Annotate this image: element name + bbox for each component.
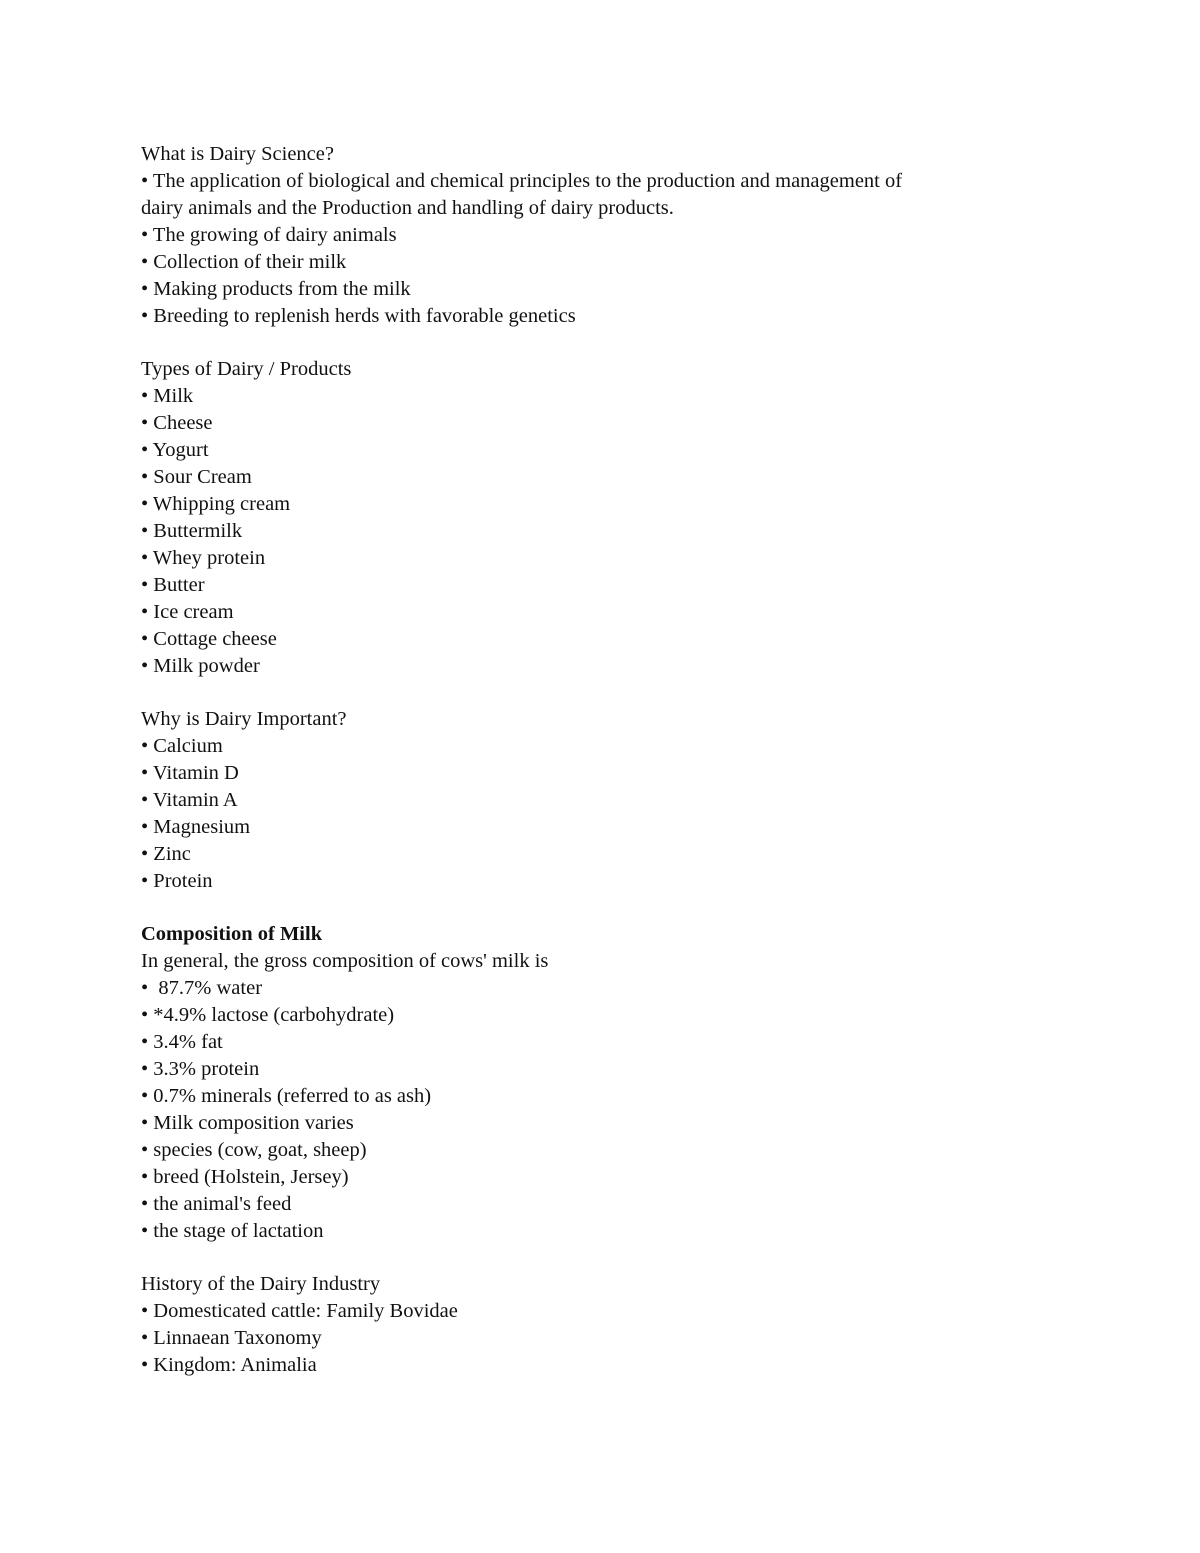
bullet-item: • 0.7% minerals (referred to as ash) bbox=[141, 1085, 432, 1107]
section-history-dairy-industry bbox=[141, 1271, 1061, 1379]
bullet-item: • The growing of dairy animals bbox=[141, 224, 397, 246]
section-composition-of-milk bbox=[141, 921, 1061, 1245]
section-heading-bold: Composition of Milk bbox=[141, 923, 323, 945]
bullet-item: • *4.9% lactose (carbohydrate) bbox=[141, 1004, 395, 1026]
bullet-item: • the stage of lactation bbox=[141, 1220, 324, 1242]
section-types-of-dairy bbox=[141, 356, 1061, 680]
bullet-item: • Milk powder bbox=[141, 655, 260, 677]
bullet-item: • Milk bbox=[141, 385, 194, 407]
document-body bbox=[141, 141, 1061, 1405]
bullet-item: • 3.4% fat bbox=[141, 1031, 223, 1053]
bullet-item: • 3.3% protein bbox=[141, 1058, 260, 1080]
bullet-item: • Vitamin D bbox=[141, 762, 239, 784]
bullet-item: • Cheese bbox=[141, 412, 213, 434]
body-line: dairy animals and the Production and handling of dairy products. bbox=[141, 197, 674, 219]
bullet-item: • Calcium bbox=[141, 735, 223, 757]
bullet-item: • Milk composition varies bbox=[141, 1112, 354, 1134]
bullet-item: • Yogurt bbox=[141, 439, 209, 461]
section-heading: What is Dairy Science? bbox=[141, 143, 334, 165]
section-heading: History of the Dairy Industry bbox=[141, 1273, 381, 1295]
bullet-item: • Breeding to replenish herds with favorable genetics bbox=[141, 305, 576, 327]
bullet-item: • breed (Holstein, Jersey) bbox=[141, 1166, 349, 1188]
bullet-item: • Whey protein bbox=[141, 547, 266, 569]
bullet-item: • Magnesium bbox=[141, 816, 251, 838]
section-what-is-dairy-science bbox=[141, 141, 1061, 330]
bullet-item: • Whipping cream bbox=[141, 493, 291, 515]
section-heading: Why is Dairy Important? bbox=[141, 708, 347, 730]
section-why-dairy-important bbox=[141, 706, 1061, 895]
bullet-item: • Sour Cream bbox=[141, 466, 252, 488]
bullet-item: • Zinc bbox=[141, 843, 191, 865]
bullet-item: • Vitamin A bbox=[141, 789, 238, 811]
bullet-item: • Cottage cheese bbox=[141, 628, 277, 650]
body-line: In general, the gross composition of cows' milk is bbox=[141, 950, 549, 972]
bullet-item: • Linnaean Taxonomy bbox=[141, 1327, 322, 1349]
bullet-item: • 87.7% water bbox=[141, 977, 263, 999]
bullet-item: • Butter bbox=[141, 574, 205, 596]
bullet-item: • Making products from the milk bbox=[141, 278, 411, 300]
body-line: • The application of biological and chemical principles to the production and management of bbox=[141, 170, 903, 192]
bullet-item: • the animal's feed bbox=[141, 1193, 292, 1215]
bullet-item: • Buttermilk bbox=[141, 520, 243, 542]
bullet-item: • species (cow, goat, sheep) bbox=[141, 1139, 367, 1161]
bullet-item: • Kingdom: Animalia bbox=[141, 1354, 317, 1376]
bullet-item: • Domesticated cattle: Family Bovidae bbox=[141, 1300, 458, 1322]
section-heading: Types of Dairy / Products bbox=[141, 358, 352, 380]
bullet-item: • Ice cream bbox=[141, 601, 234, 623]
bullet-item: • Protein bbox=[141, 870, 213, 892]
bullet-item: • Collection of their milk bbox=[141, 251, 347, 273]
